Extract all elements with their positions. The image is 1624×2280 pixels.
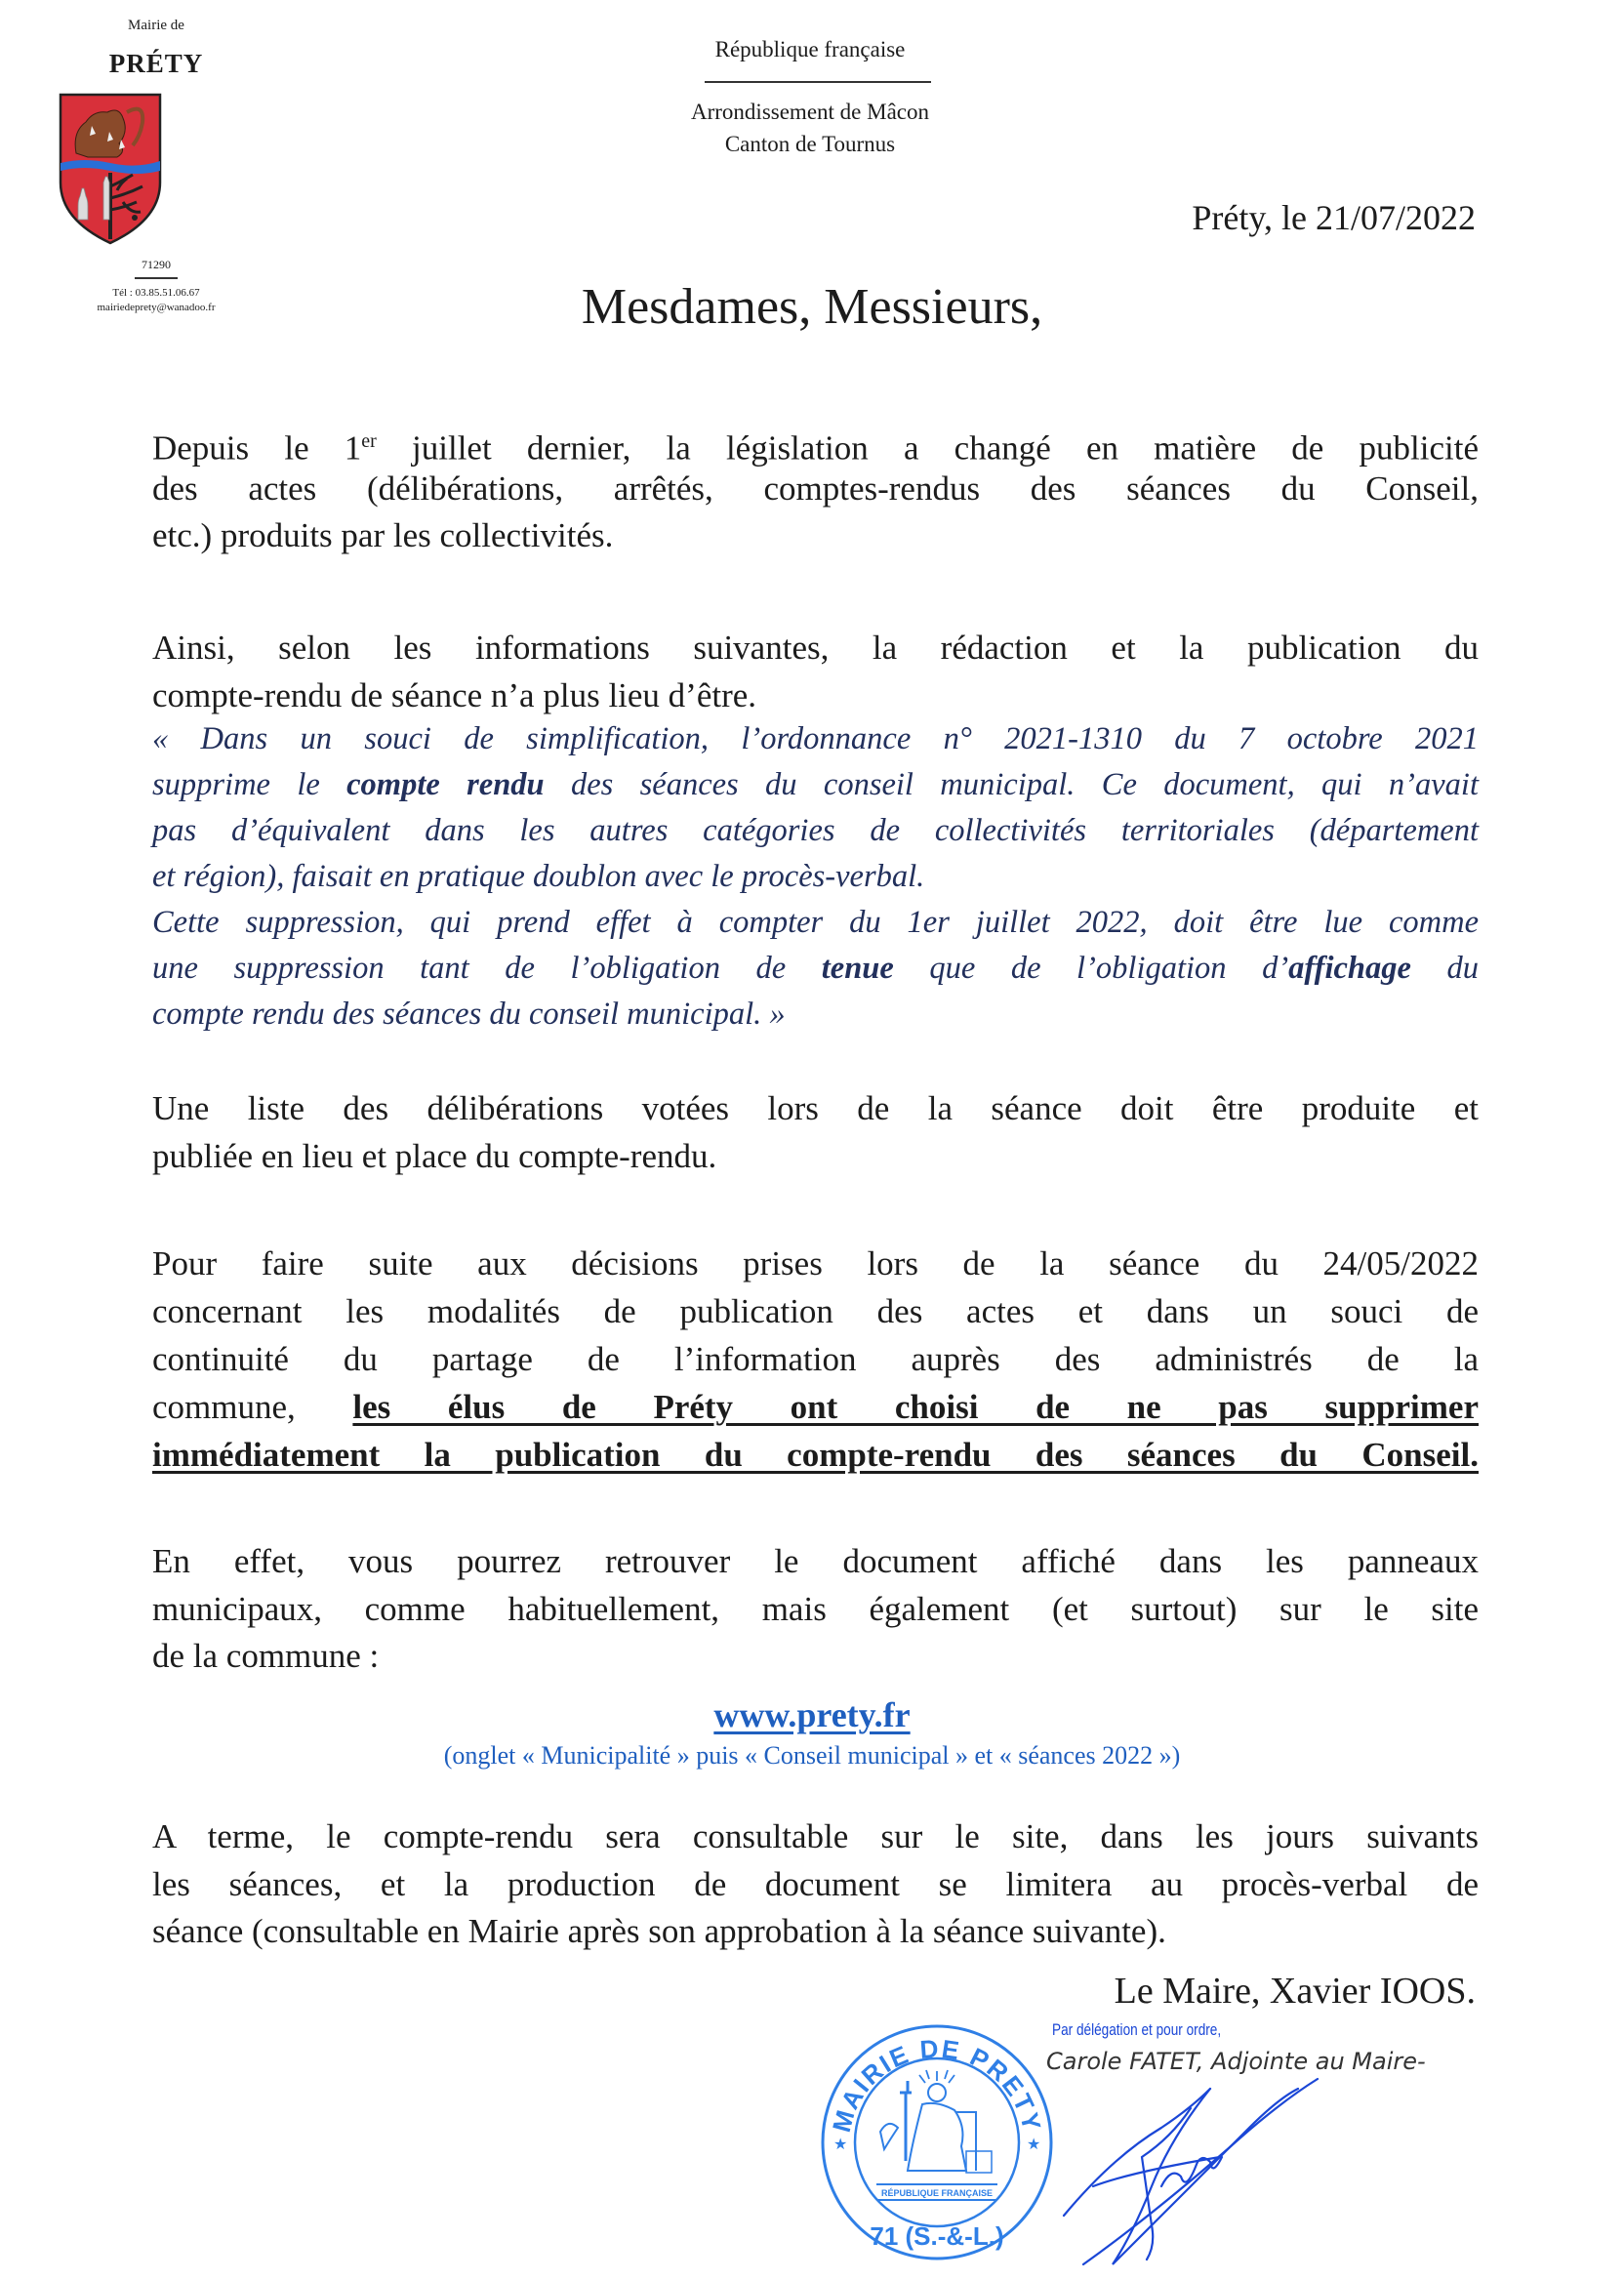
quote-line: [152, 946, 1479, 992]
quote-line: et région), faisait en pratique doublon avec le procès-verbal.: [152, 859, 925, 894]
paragraph-line: [152, 1431, 1479, 1479]
paragraph-no-longer-required: [152, 625, 1479, 719]
header-arrondissement: Arrondissement de Mâcon: [691, 100, 929, 124]
date-line: Préty, le 21/07/2022: [1192, 198, 1476, 237]
text-run: supprime le: [152, 767, 347, 802]
header-canton: Canton de Tournus: [724, 132, 896, 156]
text-run: que de l’obligation d’: [893, 951, 1289, 986]
stamp-star-right: ★: [1027, 2137, 1041, 2153]
paragraph-line: les séances, et la production de document se limitera au procès-verbal de: [152, 1864, 1479, 1903]
paragraph-line: municipaux, comme habituellement, mais également (et surtout) sur le site: [152, 1589, 1479, 1628]
letterhead-commune-name: PRÉTY: [108, 49, 204, 78]
paragraph-where-to-find: [152, 1538, 1479, 1681]
superscript: er: [361, 430, 377, 452]
text-run: du: [1410, 951, 1479, 986]
emphasis-compte-rendu: compte rendu: [346, 767, 545, 802]
stamp-top-text: MAIRIE DE PRETY: [826, 2033, 1048, 2136]
paragraph-line: des actes (délibérations, arrêtés, comptes-rendus des séances du Conseil,: [152, 468, 1479, 508]
text-run: une suppression tant de l’obligation de: [152, 951, 822, 986]
emphasis-affichage: affichage: [1288, 951, 1411, 986]
paragraph-deliberations-list: [152, 1085, 1479, 1180]
letterhead-postcode: 71290: [142, 258, 171, 271]
quote-line: compte rendu des séances du conseil municipal. »: [152, 997, 786, 1032]
signature-scribble-icon: [1054, 2069, 1366, 2274]
letterhead-email: mairiedeprety@wanadoo.fr: [97, 302, 216, 313]
paragraph-line: Pour faire suite aux décisions prises lors de la séance du 24/05/2022: [152, 1244, 1479, 1282]
paragraph-future: [152, 1813, 1479, 1956]
text-run: des séances du conseil municipal. Ce document, qui n’avait: [544, 767, 1479, 802]
header-republic: République française: [714, 37, 906, 61]
paragraph-line: Ainsi, selon les informations suivantes, la rédaction et la publication du: [152, 629, 1479, 667]
paragraph-council-decision: [152, 1240, 1479, 1479]
official-stamp-icon: [820, 2024, 1054, 2260]
paragraph-line: publiée en lieu et place du compte-rendu.: [152, 1136, 717, 1175]
letterhead-phone: Tél : 03.85.51.06.67: [112, 287, 200, 299]
quote-line: « Dans un souci de simplification, l’ordonnance n° 2021-1310 du 7 octobre 2021: [152, 721, 1479, 756]
emphasis-tenue: tenue: [821, 951, 894, 986]
quote-line: pas d’équivalent dans les autres catégories de collectivités territoriales (département: [152, 813, 1479, 848]
website-link[interactable]: www.prety.fr: [713, 1695, 911, 1734]
quote-line: Cette suppression, qui prend effet à compter du 1er juillet 2022, doit être lue comme: [152, 905, 1479, 940]
website-navigation-hint: (onglet « Municipalité » puis « Conseil municipal » et « séances 2022 »): [443, 1741, 1181, 1770]
letterhead-mairie-label: Mairie de: [128, 18, 184, 33]
paragraph-legislation-change: [152, 418, 1479, 560]
mayor-signature-line: Le Maire, Xavier IOOS.: [1114, 1971, 1476, 2012]
header-divider: [705, 81, 931, 83]
paragraph-line: [152, 1383, 1479, 1431]
paragraph-line: de la commune :: [152, 1637, 380, 1675]
paragraph-line: séance (consultable en Mairie après son approbation à la séance suivante).: [152, 1912, 1166, 1950]
salutation: Mesdames, Messieurs,: [581, 279, 1043, 335]
paragraph-line: continuité du partage de l’information auprès des administrés de la: [152, 1340, 1479, 1378]
paragraph-line: A terme, le compte-rendu sera consultable sur le site, dans les jours suivants: [152, 1817, 1479, 1855]
paragraph-line: En effet, vous pourrez retrouver le document affiché dans les panneaux: [152, 1542, 1479, 1580]
text-run: juillet dernier, la législation a changé en matière de publicité: [376, 428, 1479, 468]
quote-line: [152, 762, 1479, 808]
key-decision-text: les élus de Préty ont choisi de ne pas supprimer: [352, 1388, 1479, 1426]
legal-quote: [152, 716, 1479, 1038]
text-run: commune,: [152, 1388, 353, 1426]
stamp-banner-text: RÉPUBLIQUE FRANÇAISE: [880, 2188, 994, 2198]
paragraph-line: etc.) produits par les collectivités.: [152, 516, 614, 554]
delegation-stamp-text: Par délégation et pour ordre,: [1052, 2020, 1222, 2039]
coat-of-arms-icon: [59, 93, 162, 245]
paragraph-line: compte-rendu de séance n’a plus lieu d’être.: [152, 675, 757, 714]
paragraph-line: concernant les modalités de publication des actes et dans un souci de: [152, 1292, 1479, 1330]
signatory-handwritten: Carole FATET, Adjointe au Maire-: [1046, 2048, 1426, 2075]
paragraph-line: Une liste des délibérations votées lors de la séance doit être produite et: [152, 1089, 1479, 1127]
stamp-bottom-text: 71 (S.-&-L.): [870, 2221, 1004, 2251]
text-run: Depuis le 1: [152, 428, 362, 468]
stamp-star-left: ★: [833, 2137, 848, 2153]
paragraph-line: [152, 418, 1479, 466]
key-decision-text: immédiatement la publication du compte-rendu des séances du Conseil.: [152, 1436, 1479, 1474]
